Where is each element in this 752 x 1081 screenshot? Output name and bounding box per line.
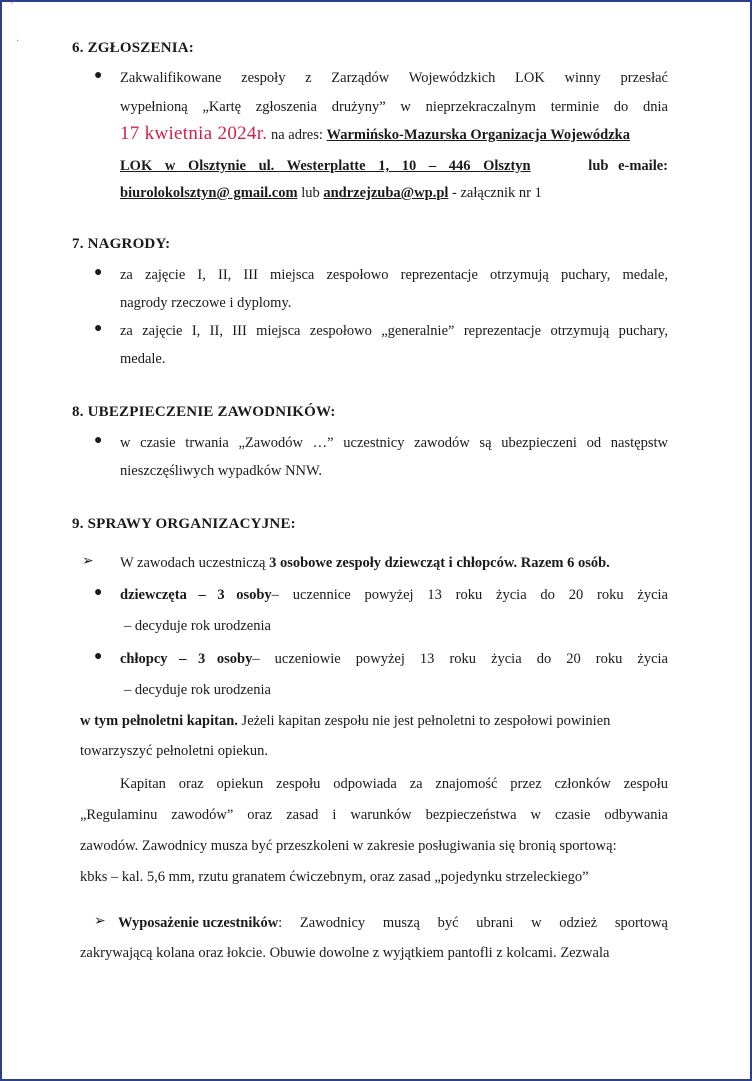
email-link-1[interactable]: biurolokolsztyn@ gmail.com xyxy=(120,185,298,201)
s9-para-1-line-2: towarzyszyć pełnoletni opiekun. xyxy=(80,743,269,759)
section-7-heading: 7. NAGRODY: xyxy=(72,236,171,252)
bullet-icon: ● xyxy=(94,585,103,600)
section-6-heading: 6. ZGŁOSZENIA: xyxy=(72,40,194,56)
scan-speck: ` xyxy=(10,2,14,13)
equipment-desc: : Zawodnicy muszą być ubrani w odzież sportową xyxy=(278,915,668,931)
s8-item-1-line-1: w czasie trwania „Zawodów …” uczestnicy zawodów są ubezpieczeni od następstw xyxy=(120,435,668,451)
s9-arrow-1 xyxy=(120,553,610,573)
section-8-heading: 8. UBEZPIECZENIE ZAWODNIKÓW: xyxy=(72,404,336,420)
email-link-2[interactable]: andrzejzuba@wp.pl xyxy=(323,185,449,201)
s9-boys-line-2: – decyduje rok urodzenia xyxy=(124,682,271,698)
bullet-icon: ● xyxy=(94,321,103,336)
arrow-bullet-icon: ➢ xyxy=(82,554,94,569)
boys-label: chłopcy – 3 osoby xyxy=(120,651,253,667)
s6-line-1: Zakwalifikowane zespoły z Zarządów Wojewódzkich LOK winny przesłać xyxy=(120,70,668,86)
s9-arrow-1-text: W zawodach uczestniczą xyxy=(120,555,270,571)
s6-line-5 xyxy=(120,183,542,203)
bullet-icon: ● xyxy=(94,649,103,664)
s7-item-2-line-2: medale. xyxy=(120,351,166,367)
bullet-icon: ● xyxy=(94,265,103,280)
s6-line-3 xyxy=(120,124,630,145)
section-9-heading: 9. SPRAWY ORGANIZACYJNE: xyxy=(72,516,296,532)
organization-name-part1: Warmińsko-Mazurska Organizacja Wojewódzka xyxy=(326,127,630,143)
equipment-label: Wyposażenie uczestników xyxy=(118,915,279,931)
arrow-bullet-icon: ➢ xyxy=(94,914,106,929)
s9-para-2-line-3: zawodów. Zawodnicy musza być przeszkoleni w zakresie posługiwania się bronią sportową: xyxy=(80,838,617,854)
girls-label: dziewczęta – 3 osoby xyxy=(120,587,272,603)
s9-arrow-2-line-2: zakrywającą kolana oraz łokcie. Obuwie dowolne z wyjątkiem pantofli z kolcami. Zezwala xyxy=(80,945,610,961)
s6-line-2: wypełnioną „Kartę zgłoszenia drużyny” w nieprzekraczalnym terminie do dnia xyxy=(120,99,668,115)
deadline-date: 17 kwietnia 2024r. xyxy=(120,123,268,144)
organization-address: LOK w Olsztynie ul. Westerplatte 1, 10 – 446 Olsztyn xyxy=(120,158,531,174)
s9-girls-line-2: – decyduje rok urodzenia xyxy=(124,618,271,634)
bullet-icon: ● xyxy=(94,433,103,448)
boys-desc: – uczeniowie powyżej 13 roku życia do 20 roku życia xyxy=(252,651,668,667)
address-intro: na adres: xyxy=(267,127,327,143)
s7-item-1-line-2: nagrody rzeczowe i dyplomy. xyxy=(120,295,292,311)
s9-para-2-line-4: kbks – kal. 5,6 mm, rzutu granatem ćwiczebnym, oraz zasad „pojedynku strzeleckiego” xyxy=(80,869,589,885)
s7-item-2-line-1: za zajęcie I, II, III miejsca zespołowo „generalnie” reprezentacje otrzymują puchary, xyxy=(120,323,668,339)
girls-desc: – uczennice powyżej 13 roku życia do 20 roku życia xyxy=(271,587,668,603)
s9-para-2-line-2: „Regulaminu zawodów” oraz zasad i warunków bezpieczeństwa w czasie odbywania xyxy=(80,807,668,823)
s7-item-1-line-1: za zajęcie I, II, III miejsca zespołowo reprezentacje otrzymują puchary, medale, xyxy=(120,267,668,283)
s9-arrow-2-line-1 xyxy=(118,913,668,933)
attachment-note: - załącznik nr 1 xyxy=(448,185,542,201)
s9-para-1-line-1 xyxy=(80,711,610,731)
s9-para-2-line-1: Kapitan oraz opiekun zespołu odpowiada za znajomość przez członków zespołu xyxy=(120,776,668,792)
s6-line-4 xyxy=(120,156,668,176)
captain-note: Jeżeli kapitan zespołu nie jest pełnoletni to zespołowi powinien xyxy=(237,713,611,729)
captain-note-bold: w tym pełnoletni kapitan. xyxy=(80,713,238,729)
bullet-icon: ● xyxy=(94,68,103,83)
scan-speck: · xyxy=(16,36,20,47)
s9-arrow-1-bold: 3 osobowe zespoły dziewcząt i chłopców. Razem 6 osób. xyxy=(269,555,610,571)
or-text: lub xyxy=(297,185,324,201)
s9-boys-line-1 xyxy=(120,649,668,669)
s8-item-1-line-2: nieszczęśliwych wypadków NNW. xyxy=(120,463,323,479)
s9-girls-line-1 xyxy=(120,585,668,605)
emails-label: lub e-maile: xyxy=(588,158,668,174)
